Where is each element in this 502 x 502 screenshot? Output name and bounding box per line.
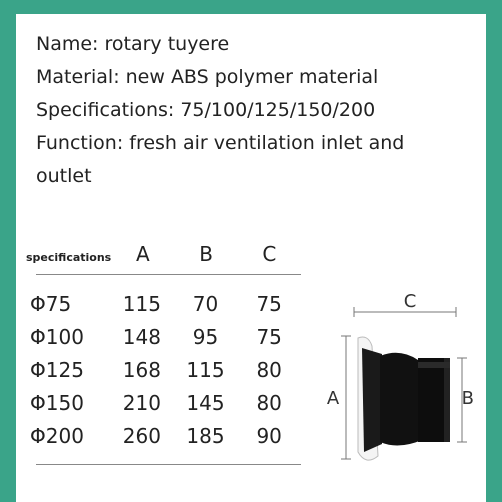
size-cell: Φ100 — [30, 324, 84, 349]
product-card — [16, 14, 486, 502]
column-b-header: B — [199, 242, 213, 266]
c-cell: 75 — [256, 291, 282, 316]
function-line-continued: outlet — [36, 165, 92, 187]
column-c-header: C — [262, 242, 277, 266]
a-cell: 168 — [122, 357, 161, 382]
b-cell: 185 — [186, 423, 225, 448]
table-row — [26, 320, 301, 353]
specifications-line: Specifications: 75/100/125/150/200 — [36, 99, 376, 121]
a-cell: 148 — [122, 324, 161, 349]
a-cell: 210 — [122, 390, 161, 415]
table-row — [26, 353, 301, 386]
name-line: Name: rotary tuyere — [36, 33, 230, 55]
dimension-a-line — [341, 336, 351, 459]
table-row — [26, 287, 301, 320]
a-cell: 260 — [122, 423, 161, 448]
c-cell: 75 — [256, 324, 282, 349]
b-cell: 115 — [186, 357, 225, 382]
tuyere-dimension-diagram — [326, 274, 476, 464]
specifications-table — [26, 234, 301, 465]
dimension-a-label: A — [326, 388, 340, 409]
b-cell: 145 — [186, 390, 225, 415]
dimension-b-label: B — [461, 388, 474, 409]
size-cell: Φ200 — [30, 423, 84, 448]
size-cell: Φ75 — [30, 291, 72, 316]
column-a-header: A — [136, 242, 150, 266]
table-row — [26, 386, 301, 419]
c-cell: 90 — [256, 423, 282, 448]
b-cell: 70 — [192, 291, 219, 316]
product-description — [36, 28, 476, 193]
table-bottom-rule — [36, 464, 301, 465]
size-cell: Φ150 — [30, 390, 84, 415]
header-label: specifications — [26, 251, 112, 264]
table-header — [26, 234, 301, 275]
tuyere-product — [358, 337, 450, 460]
material-line: Material: new ABS polymer material — [36, 66, 379, 88]
size-cell: Φ125 — [30, 357, 84, 382]
c-cell: 80 — [256, 390, 282, 415]
dimension-c-label: C — [403, 291, 417, 312]
c-cell: 80 — [256, 357, 282, 382]
a-cell: 115 — [122, 291, 161, 316]
table-row — [26, 419, 301, 452]
b-cell: 95 — [192, 324, 219, 349]
function-line: Function: fresh air ventilation inlet and — [36, 132, 405, 154]
